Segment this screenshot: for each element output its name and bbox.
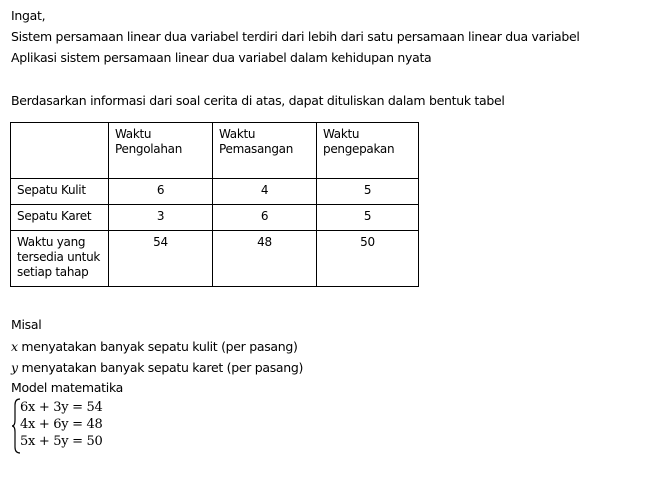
row-label: Waktu yang tersedia untuk setiap tahap [11,231,109,287]
table-cell: 3 [109,205,213,231]
intro-text: Berdasarkan informasi dari soal cerita di atas, dapat dituliskan dalam bentuk tabel [11,93,505,108]
model-heading: Model matematika [11,380,124,395]
table-row [11,179,419,205]
table-header-row [11,123,419,179]
table-header-cell: Waktu Pemasangan [213,123,317,179]
table-cell: 5 [317,179,419,205]
table-cell: 48 [213,231,317,287]
y-variable: y [11,360,18,375]
info-table [10,122,419,287]
table-row [11,231,419,287]
table-cell: 50 [317,231,419,287]
note-line-application: Aplikasi sistem persamaan linear dua variabel dalam kehidupan nyata [11,50,432,65]
table-cell: 6 [213,205,317,231]
table-header-cell: Waktu pengepakan [317,123,419,179]
table-row [11,205,419,231]
note-line-definition: Sistem persamaan linear dua variabel terdiri dari lebih dari satu persamaan linear dua variabel [11,29,580,44]
row-label: Sepatu Kulit [11,179,109,205]
table-header-cell [11,123,109,179]
table-cell: 54 [109,231,213,287]
x-definition [11,339,298,355]
x-definition-text: menyatakan banyak sepatu kulit (per pasang) [17,339,298,354]
x-variable: x [11,339,18,354]
table-cell: 6 [109,179,213,205]
row-label: Sepatu Karet [11,205,109,231]
table-cell: 5 [317,205,419,231]
y-definition-text: menyatakan banyak sepatu karet (per pasang) [17,360,304,375]
equation-3: 5x + 5y = 50 [20,434,103,449]
misal-heading: Misal [11,317,42,332]
table-cell: 4 [213,179,317,205]
note-heading: Ingat, [11,8,46,23]
table-header-cell: Waktu Pengolahan [109,123,213,179]
y-definition [11,360,303,376]
equation-2: 4x + 6y = 48 [20,417,103,432]
equation-1: 6x + 3y = 54 [20,400,103,415]
